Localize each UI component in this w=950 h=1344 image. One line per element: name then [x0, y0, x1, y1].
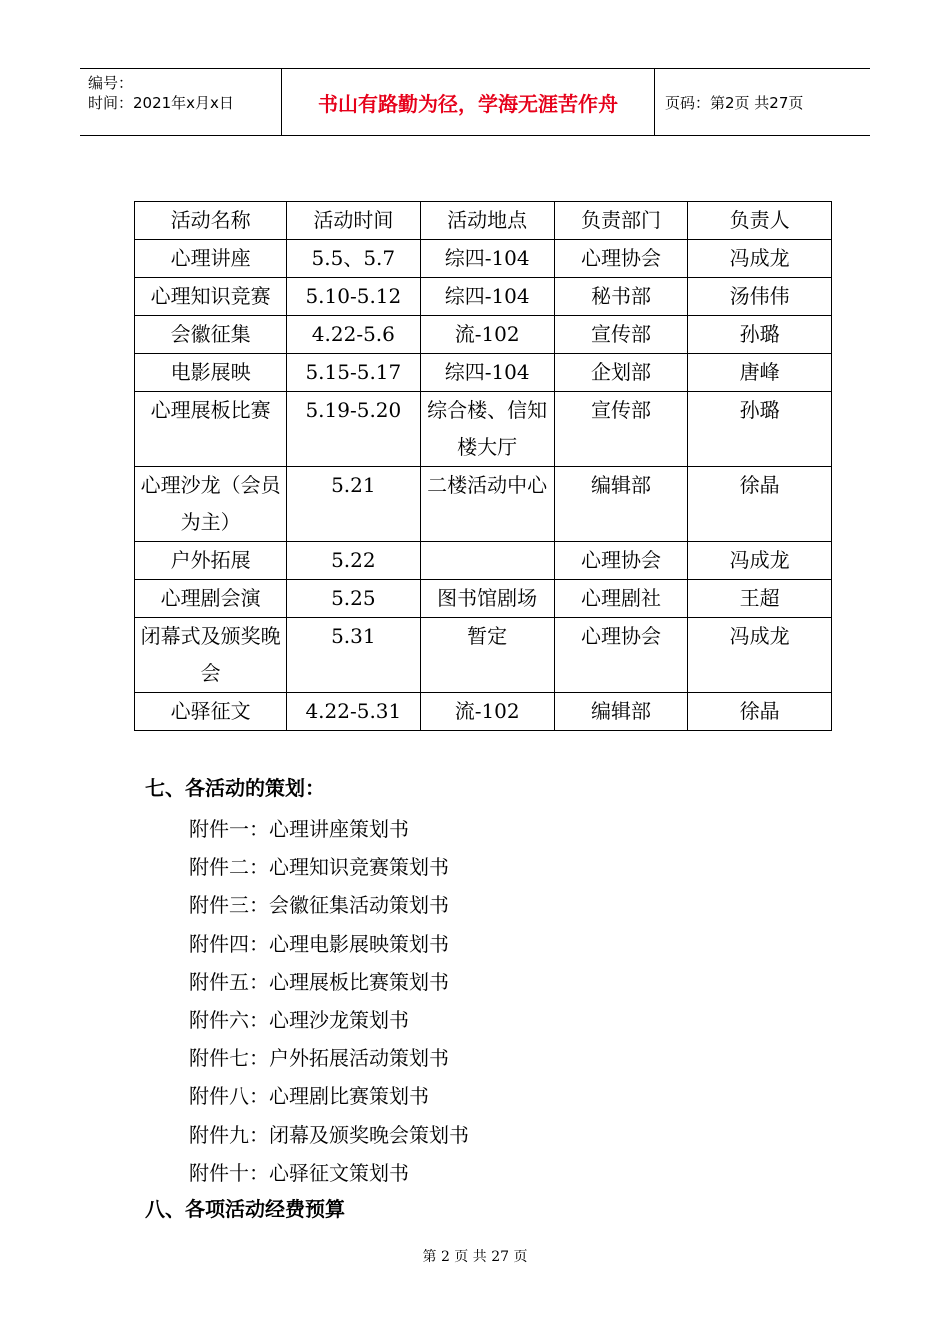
section-7-title: 七、各活动的策划：	[145, 776, 325, 800]
table-row	[135, 316, 832, 354]
cell-activity-location: 综四-104	[420, 354, 554, 392]
cell-activity-time: 5.22	[287, 542, 420, 580]
cell-responsible-person: 冯成龙	[688, 618, 832, 693]
table-row	[135, 278, 832, 316]
attachment-item: 附件十：心驿征文策划书	[189, 1160, 409, 1185]
cell-activity-time: 5.31	[287, 618, 420, 693]
table-row	[135, 354, 832, 392]
column-header-responsible-department: 负责部门	[554, 202, 687, 240]
cell-activity-name: 心驿征文	[135, 693, 287, 731]
column-header-responsible-person: 负责人	[688, 202, 832, 240]
cell-activity-time: 5.10-5.12	[287, 278, 420, 316]
cell-responsible-person: 唐峰	[688, 354, 832, 392]
document-number-label: 编号：	[88, 74, 134, 92]
table-row	[135, 693, 832, 731]
cell-activity-time: 5.25	[287, 580, 420, 618]
table-row	[135, 618, 832, 693]
cell-activity-location: 二楼活动中心	[420, 467, 554, 542]
cell-responsible-person: 徐晶	[688, 693, 832, 731]
cell-responsible-department: 秘书部	[554, 278, 687, 316]
cell-responsible-department: 宣传部	[554, 392, 687, 467]
cell-responsible-person: 王超	[688, 580, 832, 618]
attachment-item: 附件一：心理讲座策划书	[189, 817, 409, 841]
cell-activity-name: 闭幕式及颁奖晚会	[135, 618, 287, 693]
cell-activity-time: 4.22-5.6	[287, 316, 420, 354]
cell-responsible-department: 心理协会	[554, 240, 687, 278]
cell-responsible-person: 孙璐	[688, 316, 832, 354]
cell-responsible-department: 编辑部	[554, 693, 687, 731]
table-row	[135, 542, 832, 580]
table-row	[135, 240, 832, 278]
cell-activity-name: 心理沙龙（会员为主）	[135, 467, 287, 542]
cell-activity-location: 暂定	[420, 618, 554, 693]
column-header-activity-location: 活动地点	[420, 202, 554, 240]
header-meta	[80, 69, 282, 135]
cell-activity-name: 心理剧会演	[135, 580, 287, 618]
cell-responsible-person: 冯成龙	[688, 542, 832, 580]
cell-activity-location: 综合楼、信知楼大厅	[420, 392, 554, 467]
attachment-item: 附件二：心理知识竞赛策划书	[189, 855, 449, 880]
attachment-list	[189, 810, 469, 1192]
attachment-item: 附件八：心理剧比赛策划书	[189, 1084, 429, 1109]
cell-activity-location: 综四-104	[420, 240, 554, 278]
section-8-title: 八、各项活动经费预算	[145, 1197, 345, 1221]
cell-responsible-department: 宣传部	[554, 316, 687, 354]
activity-schedule-table	[134, 201, 832, 731]
column-header-activity-time: 活动时间	[287, 202, 420, 240]
cell-activity-location	[420, 542, 554, 580]
cell-responsible-person: 孙璐	[688, 392, 832, 467]
header-motto: 书山有路勤为径，学海无涯苦作舟	[282, 69, 655, 135]
cell-activity-location: 流-102	[420, 316, 554, 354]
attachment-item: 附件九：闭幕及颁奖晚会策划书	[189, 1122, 469, 1147]
table-header-row	[135, 202, 832, 240]
cell-activity-location: 图书馆剧场	[420, 580, 554, 618]
cell-responsible-department: 企划部	[554, 354, 687, 392]
cell-responsible-department: 心理剧社	[554, 580, 687, 618]
page-footer: 第 2 页 共 27 页	[422, 1249, 528, 1265]
cell-responsible-department: 编辑部	[554, 467, 687, 542]
page-header	[80, 68, 870, 136]
cell-activity-time: 5.21	[287, 467, 420, 542]
cell-activity-name: 心理知识竞赛	[135, 278, 287, 316]
cell-activity-name: 电影展映	[135, 354, 287, 392]
cell-activity-time: 5.19-5.20	[287, 392, 420, 467]
cell-activity-name: 心理讲座	[135, 240, 287, 278]
attachment-item: 附件七：户外拓展活动策划书	[189, 1046, 449, 1071]
attachment-item: 附件五：心理展板比赛策划书	[189, 969, 449, 994]
cell-activity-name: 心理展板比赛	[135, 392, 287, 467]
cell-activity-name: 会徽征集	[135, 316, 287, 354]
table-row	[135, 467, 832, 542]
document-date: 时间：2021年x月x日	[88, 94, 234, 112]
cell-activity-name: 户外拓展	[135, 542, 287, 580]
cell-responsible-person: 徐晶	[688, 467, 832, 542]
cell-activity-time: 5.5、5.7	[287, 240, 420, 278]
table-body	[135, 202, 832, 731]
header-page-info: 页码：第2页 共27页	[665, 93, 804, 112]
table-row	[135, 392, 832, 467]
cell-activity-time: 5.15-5.17	[287, 354, 420, 392]
table-row	[135, 580, 832, 618]
attachment-item: 附件三：会徽征集活动策划书	[189, 893, 449, 918]
cell-responsible-person: 汤伟伟	[688, 278, 832, 316]
cell-activity-time: 4.22-5.31	[287, 693, 420, 731]
cell-activity-location: 综四-104	[420, 278, 554, 316]
attachment-item: 附件四：心理电影展映策划书	[189, 931, 449, 956]
attachment-item: 附件六：心理沙龙策划书	[189, 1007, 409, 1032]
cell-activity-location: 流-102	[420, 693, 554, 731]
cell-responsible-department: 心理协会	[554, 542, 687, 580]
cell-responsible-department: 心理协会	[554, 618, 687, 693]
cell-responsible-person: 冯成龙	[688, 240, 832, 278]
column-header-activity-name: 活动名称	[135, 202, 287, 240]
